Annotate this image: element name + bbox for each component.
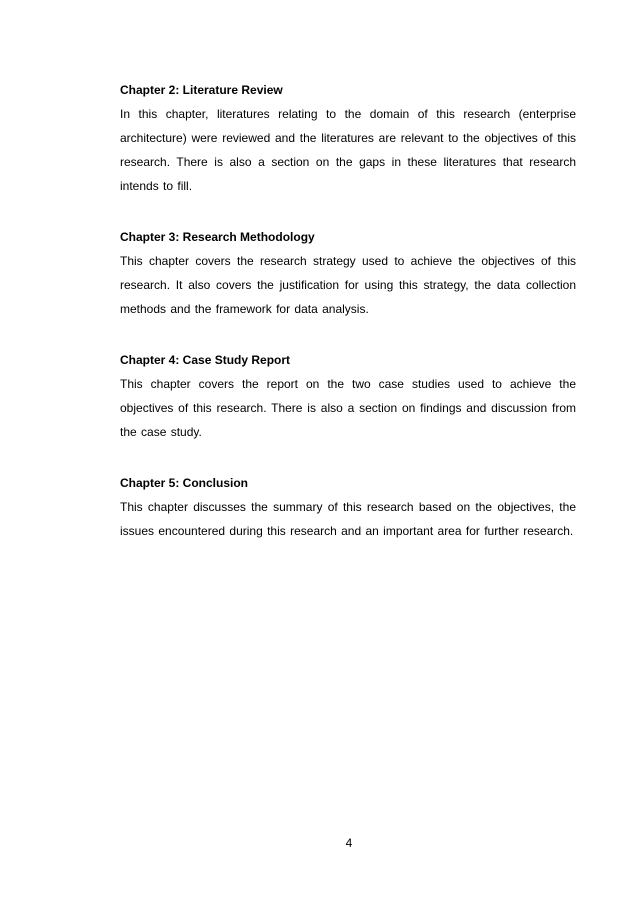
chapter-4-heading: Chapter 4: Case Study Report [120, 353, 291, 367]
chapter-5-body: This chapter discusses the summary of this research based on the objectives, the issues encountered during this research and an important area for further research. [120, 500, 576, 538]
chapter-2-body: In this chapter, literatures relating to the domain of this research (enterprise architecture) were reviewed and the literatures are relevant to the objectives of this research. There is also a section on the gaps in these literatures that research intends to fill. [120, 107, 576, 193]
page-number: 4 [345, 836, 353, 850]
chapter-2-section [120, 78, 576, 198]
chapter-3-body: This chapter covers the research strategy used to achieve the objectives of this research. It also covers the justification for using this strategy, the data collection methods and the framework for data analysis. [120, 254, 576, 316]
chapter-5-section [120, 471, 576, 543]
chapter-5-heading: Chapter 5: Conclusion [120, 476, 249, 490]
page-content [120, 78, 576, 570]
chapter-2-heading: Chapter 2: Literature Review [120, 83, 283, 97]
chapter-4-body: This chapter covers the report on the two case studies used to achieve the objectives of this research. There is also a section on findings and discussion from the case study. [120, 377, 576, 439]
chapter-3-heading: Chapter 3: Research Methodology [120, 230, 315, 244]
chapter-4-section [120, 348, 576, 444]
chapter-3-section [120, 225, 576, 321]
